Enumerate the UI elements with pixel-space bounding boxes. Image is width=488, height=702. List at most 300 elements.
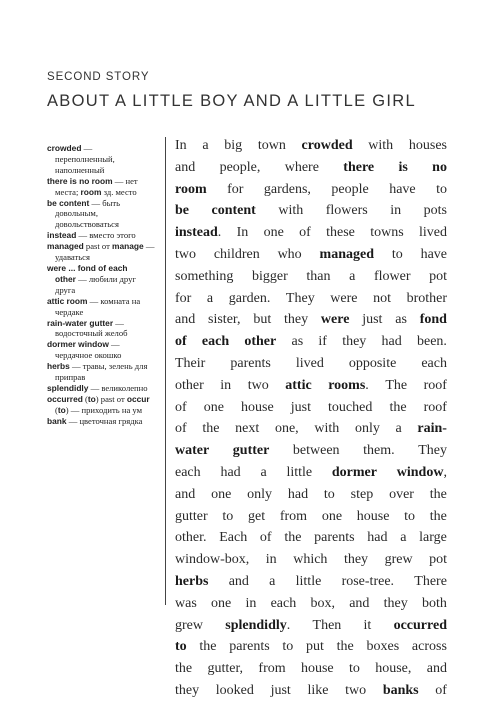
glossary-line <box>47 296 165 307</box>
word: to <box>222 508 234 524</box>
word: towns <box>370 225 404 241</box>
vocab-word: instead <box>175 225 218 241</box>
word: to <box>404 508 416 524</box>
word-group <box>175 615 203 637</box>
glossary-line <box>47 263 165 274</box>
word-group <box>222 506 233 528</box>
vocab-word: room <box>175 181 207 197</box>
word-group <box>351 484 374 506</box>
word: in <box>265 552 277 568</box>
word: The <box>385 377 408 393</box>
word-group <box>207 288 213 310</box>
word-group <box>398 157 407 179</box>
text-line <box>175 222 447 244</box>
word: people, <box>219 159 261 175</box>
word: brother <box>406 290 447 306</box>
vocab-word: dormer <box>331 464 377 480</box>
vocab-word: rooms <box>328 377 366 393</box>
word: to <box>282 639 294 655</box>
word: each <box>270 595 297 611</box>
word-group <box>432 157 447 179</box>
word: been. <box>416 334 447 350</box>
vocab-word: gutter <box>232 443 270 459</box>
word-group <box>241 397 274 419</box>
word: if <box>318 334 327 350</box>
glossary-line <box>47 230 165 241</box>
word-group <box>326 222 355 244</box>
glossary-text: ) — приходить на ум <box>65 404 143 415</box>
word-group <box>362 309 382 331</box>
word: boxes <box>366 639 400 655</box>
word-group <box>418 440 447 462</box>
word-group <box>400 527 406 549</box>
word-group <box>202 135 208 157</box>
word: and <box>175 159 196 175</box>
glossary-line <box>47 176 165 187</box>
text-line <box>175 157 447 179</box>
word: not <box>373 290 391 306</box>
story-text <box>175 135 447 702</box>
word: . <box>286 617 291 633</box>
word: They <box>285 290 315 306</box>
word-group <box>429 266 447 288</box>
glossary-line <box>47 241 165 252</box>
word: over <box>389 486 414 502</box>
word: rose-tree. <box>341 573 395 589</box>
word-group <box>420 309 447 331</box>
glossary-text: чердачное окошко <box>55 350 122 361</box>
vocab-word: occurred <box>393 617 447 633</box>
word-group <box>288 484 308 506</box>
word-group <box>296 571 322 593</box>
text-line <box>175 636 447 658</box>
word: little <box>286 464 313 480</box>
word: only <box>354 421 380 437</box>
glossary-line <box>47 383 165 394</box>
word-group <box>296 353 324 375</box>
word-group <box>175 200 189 222</box>
vocab-word: attic <box>285 377 312 393</box>
word: box, <box>310 595 335 611</box>
word: in <box>390 203 402 219</box>
text-line <box>175 506 447 528</box>
word: pot <box>429 552 447 568</box>
word: with <box>278 203 304 219</box>
word-group <box>175 527 207 549</box>
glossary-text: водосточный желоб <box>55 328 128 339</box>
word-group <box>310 593 335 615</box>
word-group <box>429 549 447 571</box>
word: them. <box>363 443 395 459</box>
vocab-word: of <box>175 334 187 350</box>
word: they <box>383 595 408 611</box>
word: grew <box>175 617 203 633</box>
vocab-word: window <box>396 464 444 480</box>
word-group <box>175 135 187 157</box>
glossary-text: чердаке <box>55 306 84 317</box>
word: the <box>429 486 447 502</box>
word-group <box>407 288 447 310</box>
glossary-line <box>47 394 165 405</box>
word-group <box>264 222 284 244</box>
word-group <box>337 636 354 658</box>
word-group <box>345 680 366 702</box>
glossary-line <box>47 318 165 329</box>
word-group <box>306 266 330 288</box>
word: to <box>391 246 403 262</box>
word-group <box>175 418 187 440</box>
word-group <box>175 571 208 593</box>
word-group <box>266 549 277 571</box>
word-group <box>342 331 366 353</box>
vocab-word: herbs <box>175 573 209 589</box>
glossary-line <box>47 252 165 263</box>
word: and <box>228 573 249 589</box>
word-group <box>322 506 342 528</box>
glossary-text: — комната на <box>87 295 141 306</box>
word-group <box>389 484 414 506</box>
word-group <box>419 222 447 244</box>
word: little <box>295 573 322 589</box>
word-group <box>230 353 270 375</box>
word-group <box>258 658 285 680</box>
word-group <box>208 309 241 331</box>
word: roof <box>423 399 447 415</box>
word-group <box>175 680 199 702</box>
glossary-text: друга <box>55 284 76 295</box>
glossary-text: — цветочная грядка <box>66 415 143 426</box>
word-group <box>286 288 315 310</box>
word-group <box>368 135 393 157</box>
word-group <box>175 549 249 571</box>
vocab-word: water <box>175 443 210 459</box>
word: two <box>345 682 367 698</box>
word-group <box>175 157 195 179</box>
word-group <box>286 462 312 484</box>
word-group <box>370 222 403 244</box>
word: . <box>365 377 369 393</box>
word-group <box>229 636 269 658</box>
word: both <box>422 595 447 611</box>
glossary-line <box>47 339 165 350</box>
word: step <box>350 486 374 502</box>
vocab-word: to <box>175 639 187 655</box>
word-group <box>417 418 447 440</box>
word-group <box>349 593 369 615</box>
word: lived <box>295 355 324 371</box>
word: who <box>277 246 302 262</box>
word-group <box>390 200 401 222</box>
word: for <box>227 181 244 197</box>
word-group <box>175 222 221 244</box>
word-group <box>219 527 247 549</box>
word: a <box>395 421 402 437</box>
word-group <box>427 658 447 680</box>
word: gutter, <box>207 661 244 677</box>
word: just <box>270 682 291 698</box>
word: and <box>175 486 196 502</box>
word-group <box>175 331 187 353</box>
word-group <box>235 418 259 440</box>
word-group <box>245 593 256 615</box>
word: pot <box>429 268 447 284</box>
word: the <box>284 530 302 546</box>
word-group <box>397 462 447 484</box>
vocab-word: other <box>244 334 277 350</box>
word: one <box>211 595 232 611</box>
text-line <box>175 200 447 222</box>
glossary-headword: instead <box>47 230 77 241</box>
word: was <box>175 595 197 611</box>
glossary-headword: room <box>80 186 102 197</box>
word: the <box>389 399 407 415</box>
word-group <box>404 506 415 528</box>
word-group <box>363 440 395 462</box>
text-line <box>175 484 447 506</box>
word: opposite <box>348 355 397 371</box>
word-group <box>237 222 249 244</box>
glossary-headword: splendidly <box>47 382 89 393</box>
word-group <box>419 527 447 549</box>
text-line <box>175 244 447 266</box>
word-group <box>367 527 387 549</box>
word-group <box>424 375 447 397</box>
glossary-headword: occurred <box>47 393 83 404</box>
word-group <box>383 680 419 702</box>
glossary-line <box>47 416 165 427</box>
word-group <box>175 440 209 462</box>
glossary-text: удаваться <box>55 252 90 263</box>
word: gutter <box>175 508 208 524</box>
glossary-text: — быть <box>89 197 121 208</box>
word: in <box>220 377 232 393</box>
word-group <box>214 244 260 266</box>
text-line <box>175 331 447 353</box>
word-group <box>212 200 256 222</box>
word-group <box>389 397 406 419</box>
glossary-headword: to <box>87 393 96 404</box>
word: flower <box>373 268 411 284</box>
word-group <box>430 506 447 528</box>
text-line <box>175 462 447 484</box>
word-group <box>175 288 191 310</box>
word-group <box>225 615 290 637</box>
word-group <box>211 484 231 506</box>
word: than <box>306 268 331 284</box>
word-group <box>344 549 368 571</box>
vocab-word: managed <box>319 246 374 262</box>
word-group <box>227 179 243 201</box>
word-group <box>328 397 372 419</box>
glossary-line <box>47 285 165 296</box>
text-line <box>175 527 447 549</box>
word-group <box>291 331 303 353</box>
word-group <box>349 658 360 680</box>
text-line <box>175 353 447 375</box>
word: window-box, <box>175 552 250 568</box>
word-group <box>435 680 447 702</box>
word: have <box>420 246 447 262</box>
word: one <box>321 508 343 524</box>
word: had <box>287 486 309 502</box>
word: In <box>175 138 187 153</box>
word-group <box>331 179 368 201</box>
word-group <box>314 418 339 440</box>
word-group <box>306 636 324 658</box>
word: parents <box>230 355 271 371</box>
word: two <box>175 246 196 262</box>
glossary-line <box>47 350 165 361</box>
word-group <box>412 636 447 658</box>
vocab-word: rain- <box>417 421 447 437</box>
word-group <box>175 179 207 201</box>
glossary-headword: herbs <box>47 361 70 372</box>
glossary-headword: manage <box>112 241 144 252</box>
word: . <box>217 225 222 241</box>
word: across <box>411 639 447 655</box>
word-group <box>175 658 192 680</box>
word-group <box>199 636 216 658</box>
word-group <box>175 266 233 288</box>
glossary-headword: dormer window <box>47 339 109 350</box>
word-group <box>271 680 291 702</box>
word-group <box>204 397 224 419</box>
word: in <box>245 595 257 611</box>
word-group <box>414 571 447 593</box>
glossary-headword: to <box>57 404 66 415</box>
glossary-line <box>47 405 165 416</box>
word: only <box>247 486 273 502</box>
word-group <box>282 636 293 658</box>
word: of <box>259 530 272 546</box>
word-group <box>417 331 447 353</box>
word-group <box>321 309 350 331</box>
word-group <box>252 266 288 288</box>
word-group <box>175 309 195 331</box>
word: garden. <box>228 290 271 306</box>
glossary-line <box>47 187 165 198</box>
glossary-text: — <box>143 241 155 252</box>
word-group <box>364 615 372 637</box>
glossary-text: — великолепно <box>88 382 148 393</box>
glossary-text: довольным, <box>55 208 99 219</box>
glossary-line <box>47 198 165 209</box>
word: and <box>426 661 447 677</box>
word-group <box>342 571 394 593</box>
glossary-line <box>47 372 165 383</box>
glossary-text: — <box>113 317 124 328</box>
word: which <box>293 552 328 568</box>
text-line <box>175 440 447 462</box>
word-group <box>175 353 205 375</box>
glossary-line <box>47 154 165 165</box>
word: house <box>356 508 390 524</box>
text-line <box>175 680 447 702</box>
glossary-headword: rain-water gutter <box>47 317 114 328</box>
word: a <box>400 530 407 546</box>
word: but <box>253 312 272 328</box>
text-line <box>175 593 447 615</box>
word-group <box>367 636 400 658</box>
text-line <box>175 397 447 419</box>
word-group <box>382 331 402 353</box>
word-group <box>269 571 275 593</box>
word: to <box>348 661 360 677</box>
word-group <box>175 636 187 658</box>
word-group <box>175 593 197 615</box>
word: from <box>279 508 308 524</box>
word-group <box>343 157 374 179</box>
text-line <box>175 375 447 397</box>
word: of <box>435 682 447 698</box>
glossary-text: ( <box>82 393 88 404</box>
word-group <box>293 549 327 571</box>
word-group <box>264 179 311 201</box>
vocab-word: banks <box>382 682 419 698</box>
word: have <box>389 181 416 197</box>
text-line <box>175 571 447 593</box>
word-group <box>324 484 335 506</box>
vocab-word: content <box>211 203 256 219</box>
word-group <box>396 418 402 440</box>
glossary-line <box>47 307 165 318</box>
glossary-text: ) past от <box>95 393 127 404</box>
glossary-text: — любили друг <box>75 273 136 284</box>
word: houses <box>408 138 447 153</box>
word: to <box>323 486 335 502</box>
word-group <box>307 680 328 702</box>
word-group <box>320 244 374 266</box>
glossary-headword: bank <box>47 415 67 426</box>
word-group <box>349 353 396 375</box>
glossary-headword: be content <box>47 197 90 208</box>
word-group <box>436 179 447 201</box>
word: something <box>175 268 234 284</box>
word-group <box>395 309 407 331</box>
word-group <box>175 375 204 397</box>
word-group <box>293 440 340 462</box>
word-group <box>384 593 408 615</box>
word-group <box>375 658 411 680</box>
word: get <box>248 508 266 524</box>
word-group <box>220 375 231 397</box>
word-group <box>314 527 354 549</box>
glossary-text: ( <box>55 404 58 415</box>
word-group <box>248 506 265 528</box>
word-group <box>280 506 307 528</box>
word: people <box>331 181 369 197</box>
word-group <box>278 244 302 266</box>
word: each <box>421 355 447 371</box>
word-group <box>220 157 261 179</box>
text-line <box>175 266 447 288</box>
word: roof <box>423 377 447 393</box>
text-line <box>175 309 447 331</box>
word-group <box>244 331 276 353</box>
word: the <box>202 421 220 437</box>
word: one <box>203 399 224 415</box>
word: house, <box>375 661 412 677</box>
word-group <box>284 309 308 331</box>
word: they <box>343 552 369 568</box>
word-group <box>291 397 311 419</box>
word-group <box>409 135 447 157</box>
word: the <box>429 508 447 524</box>
text-line <box>175 615 447 637</box>
word: they <box>175 682 200 698</box>
word-group <box>424 200 447 222</box>
word: like <box>307 682 329 698</box>
